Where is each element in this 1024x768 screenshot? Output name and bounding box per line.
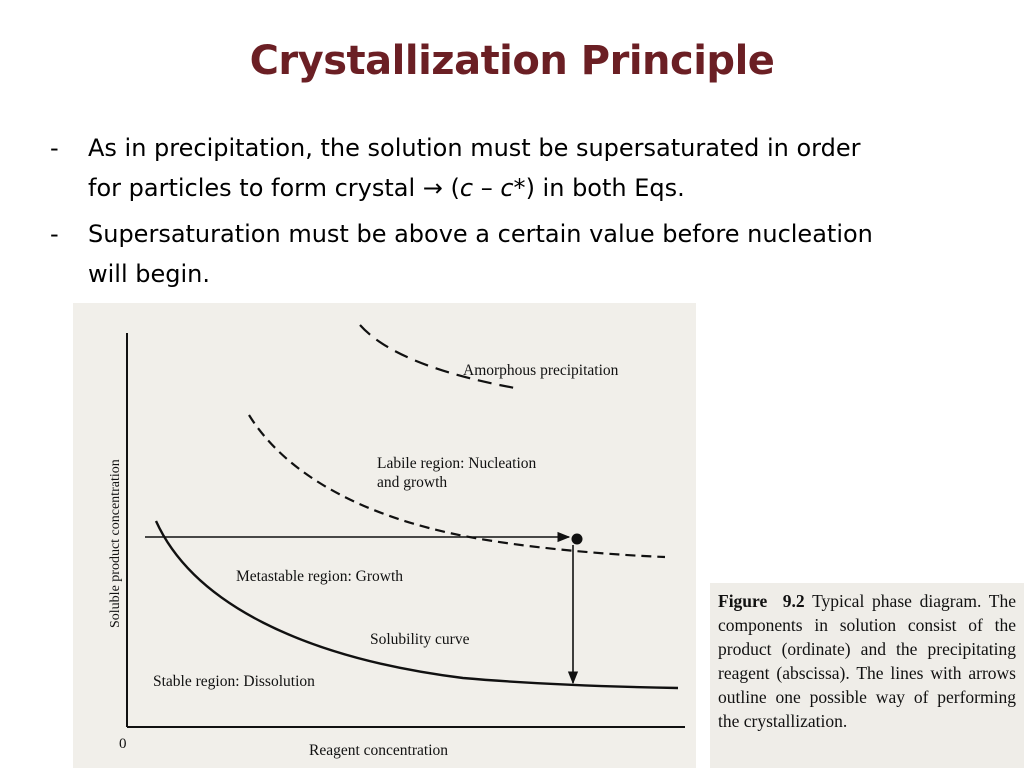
- slide-title: Crystallization Principle: [249, 38, 775, 84]
- origin-label: 0: [119, 736, 127, 752]
- y-axis-label: Soluble product concentration: [108, 459, 123, 628]
- bullet-text: –: [473, 174, 501, 202]
- solubility-label: Solubility curve: [370, 631, 470, 648]
- figure-caption: [718, 589, 1016, 733]
- x-axis-label: Reagent concentration: [309, 742, 449, 759]
- bullet-text: (: [442, 174, 460, 202]
- caption-label: Figure: [718, 591, 768, 611]
- bullet-marker: -: [50, 220, 59, 248]
- solubility-curve: [156, 521, 678, 688]
- labile-label-line1: Labile region: Nucleation: [377, 455, 537, 472]
- figure-caption-box: [710, 583, 1024, 768]
- phase-diagram-svg: [73, 303, 696, 768]
- bullet-text: ) in both Eqs.: [525, 174, 685, 202]
- bullet-line: As in precipitation, the solution must be supersaturated in order: [88, 134, 861, 162]
- stable-label: Stable region: Dissolution: [153, 673, 315, 690]
- phase-diagram-figure: [73, 303, 696, 768]
- bullet-text: for particles to form crystal: [88, 174, 416, 202]
- bullet-list: [48, 128, 988, 300]
- bullet-marker: -: [50, 134, 59, 162]
- bullet-item: [48, 128, 988, 208]
- bullet-line: [88, 168, 988, 208]
- variable-c-star: c*: [500, 174, 526, 202]
- caption-text: Typical phase diagram. The components in solution consist of the product (ordinate) and the precipitating reagent (abscissa). The lines with arrows outline one possible way of performing the crystallization.: [718, 591, 1016, 731]
- right-arrow-icon: →: [422, 174, 443, 202]
- labile-label-line2: and growth: [377, 474, 448, 491]
- amorphous-label: Amorphous precipitation: [463, 362, 619, 379]
- caption-number: 9.2: [782, 591, 805, 611]
- bullet-line: Supersaturation must be above a certain value before nucleation: [88, 220, 873, 248]
- supersolubility-curve: [249, 415, 665, 557]
- metastable-label: Metastable region: Growth: [236, 568, 404, 585]
- bullet-line: will begin.: [88, 260, 211, 288]
- nucleation-point: [572, 534, 583, 545]
- variable-c: c: [459, 174, 474, 202]
- bullet-item: [48, 214, 988, 294]
